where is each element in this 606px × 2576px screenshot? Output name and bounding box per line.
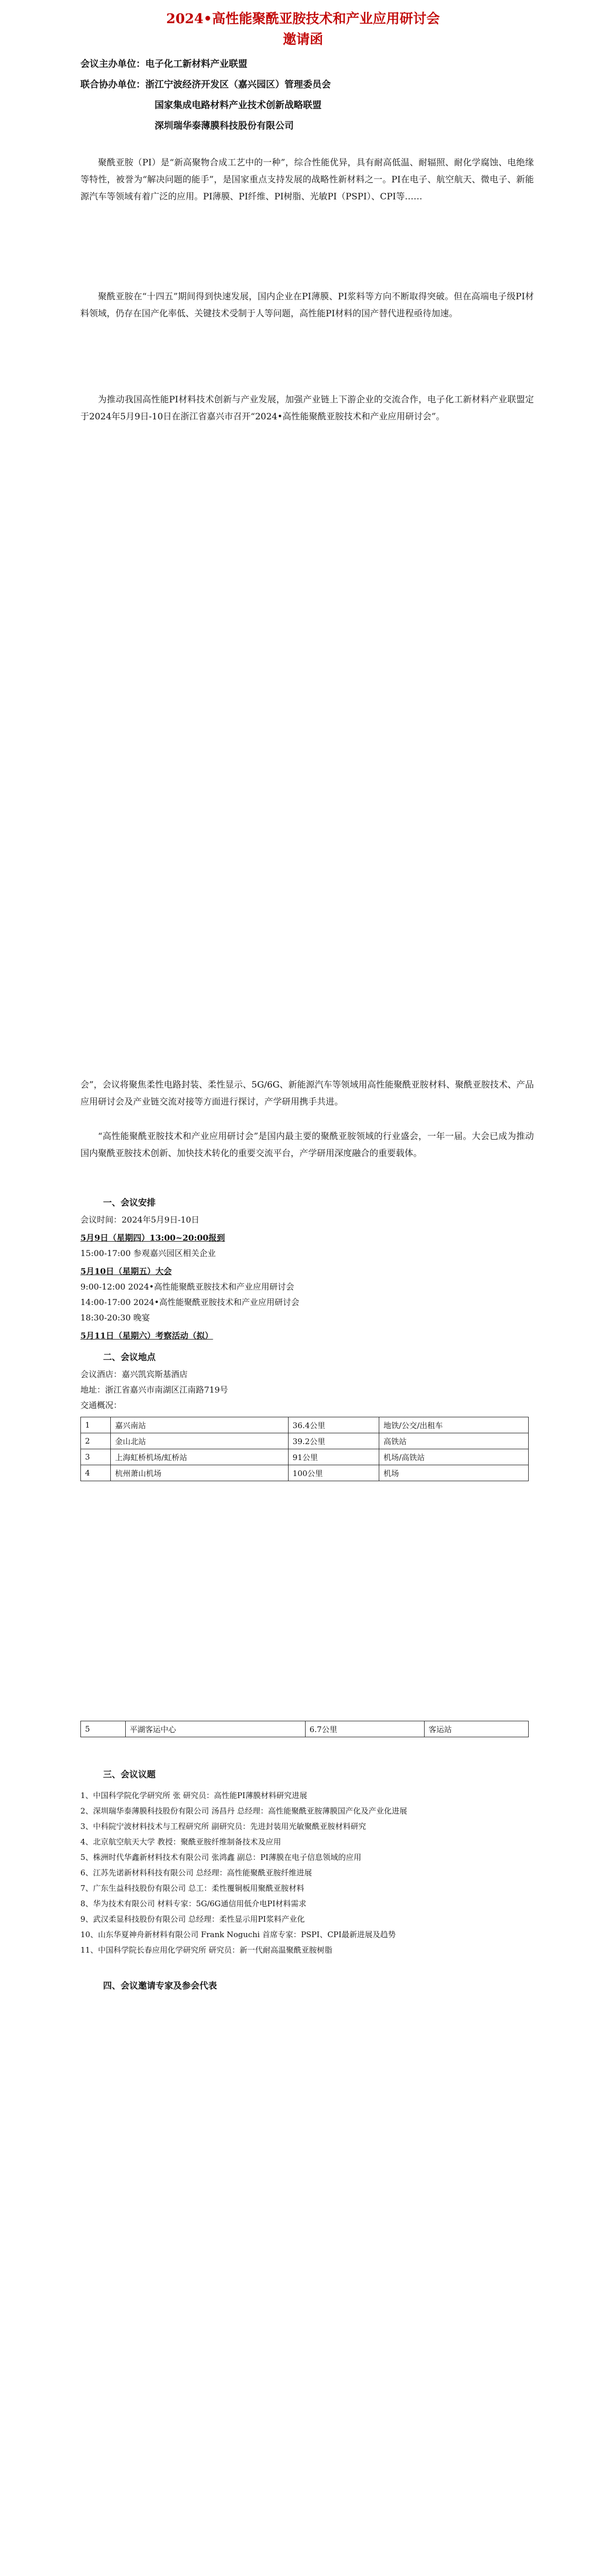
section-topics: 三、会议议题 <box>103 1770 156 1780</box>
section-experts: 四、会议邀请专家及参会代表 <box>103 1981 217 1991</box>
page-3 <box>0 1700 606 2576</box>
schedule-day-3: 5月11日（星期六）考察活动（拟） <box>80 1331 213 1341</box>
list-item: 8、华为技术有限公司 材料专家：5G/6G通信用低介电PI材料需求 <box>80 1899 307 1908</box>
traffic-no: 1 <box>81 1417 111 1433</box>
list-item: 7、广东生益科技股份有限公司 总工：柔性覆铜板用聚酰亚胺材料 <box>80 1884 305 1893</box>
p2-paragraph-1: 会”，会议将聚焦柔性电路封装、柔性显示、5G/6G、新能源汽车等领域用高性能聚酰亚胺材料、聚酰亚胺技术、产品应用研讨会及产业链交流对接等方面进行探讨，产学研用携手共进。 <box>80 1080 534 1107</box>
table-row <box>81 1417 529 1433</box>
list-item: 10、山东华夏神舟新材料有限公司 Frank Noguchi 首席专家：PSPI、CPI最新进展及趋势 <box>80 1930 396 1939</box>
organizer-name: 电子化工新材料产业联盟 <box>145 59 247 70</box>
traffic-no: 2 <box>81 1433 111 1449</box>
intro-paragraph-1: 聚酰亚胺（PI）是“新高聚物合成工艺中的一种”，综合性能优异，具有耐高低温、耐辐照、耐化学腐蚀、电绝缘等特性，被誉为“解决问题的能手”，是国家重点支持发展的战略性新材料之一。PI在电子、航空航天、微电子、新能源汽车等领域有着广泛的应用。PI薄膜、PI纤维、PI树脂、光敏PI（PSPI）、CPI等…… <box>80 158 534 202</box>
intro-paragraph-2: 聚酰亚胺在“十四五”期间得到快速发展，国内企业在PI薄膜、PI浆料等方向不断取得突破。但在高端电子级PI材料领域，仍存在国产化率低、关键技术受制于人等问题，高性能PI材料的国产替代进程亟待加速。 <box>80 292 534 319</box>
list-item: 2、深圳瑞华泰薄膜科技股份有限公司 汤昌丹 总经理：高性能聚酰亚胺薄膜国产化及产业化进展 <box>80 1806 408 1816</box>
intro-paragraph-3: 为推动我国高性能PI材料技术创新与产业发展，加强产业链上下游企业的交流合作，电子化工新材料产业联盟定于2024年5月9日-10日在浙江省嘉兴市召开“2024•高性能聚酰亚胺技术和产业应用研讨会”。 <box>80 395 534 422</box>
document-title: 2024•高性能聚酰亚胺技术和产业应用研讨会 <box>166 11 440 27</box>
venue-traffic-label: 交通概况： <box>80 1400 122 1410</box>
page-2 <box>0 1056 606 1680</box>
list-item: 1、中国科学院化学研究所 张 研究员：高性能PI薄膜材料研究进展 <box>80 1791 308 1800</box>
traffic-no: 4 <box>81 1465 111 1481</box>
traffic-place: 平湖客运中心 <box>125 1721 305 1737</box>
table-row <box>81 1465 529 1481</box>
schedule-day-2-item-3: 18:30-20:30 晚宴 <box>80 1313 150 1323</box>
organizer-cohost-2: 国家集成电路材料产业技术创新战略联盟 <box>155 100 322 111</box>
section-schedule: 一、会议安排 <box>103 1198 156 1208</box>
traffic-place: 金山北站 <box>111 1433 289 1449</box>
section-venue: 二、会议地点 <box>103 1352 156 1363</box>
traffic-no: 3 <box>81 1449 111 1465</box>
traffic-no: 5 <box>81 1721 126 1737</box>
traffic-place: 杭州萧山机场 <box>111 1465 289 1481</box>
traffic-distance: 91公里 <box>288 1449 379 1465</box>
topic-list <box>80 1788 534 1958</box>
traffic-mode: 机场 <box>379 1465 529 1481</box>
traffic-place: 上海虹桥机场/虹桥站 <box>111 1449 289 1465</box>
document-subtitle: 邀请函 <box>282 32 323 47</box>
venue-hotel: 会议酒店：嘉兴凯宾斯基酒店 <box>80 1369 188 1379</box>
organizer-host <box>80 57 247 70</box>
traffic-mode: 客运站 <box>424 1721 528 1737</box>
traffic-distance: 39.2公里 <box>288 1433 379 1449</box>
traffic-table <box>80 1417 529 1481</box>
p2-paragraph-2: “高性能聚酰亚胺技术和产业应用研讨会”是国内最主要的聚酰亚胺领域的行业盛会，一年一届。大会已成为推动国内聚酰亚胺技术创新、加快技术转化的重要交流平台，产学研用深度融合的重要载体。 <box>80 1131 534 1159</box>
traffic-mode: 机场/高铁站 <box>379 1449 529 1465</box>
schedule-day-2: 5月10日（星期五）大会 <box>80 1266 172 1276</box>
schedule-time: 会议时间：2024年5月9日-10日 <box>80 1215 199 1225</box>
venue-address: 地址：浙江省嘉兴市南湖区江南路719号 <box>80 1385 228 1395</box>
traffic-distance: 36.4公里 <box>288 1417 379 1433</box>
organizer-cohost-3: 深圳瑞华泰薄膜科技股份有限公司 <box>155 121 294 131</box>
schedule-day-2-item-2: 14:00-17:00 2024•高性能聚酰亚胺技术和产业应用研讨会 <box>80 1297 299 1307</box>
table-row <box>81 1721 529 1737</box>
schedule-day-1: 5月9日（星期四）13:00~20:00报到 <box>80 1233 225 1243</box>
table-row <box>81 1433 529 1449</box>
list-item: 4、北京航空航天大学 教授：聚酰亚胺纤维制备技术及应用 <box>80 1837 281 1846</box>
organizer-role: 会议主办单位： <box>80 59 145 70</box>
list-item: 11、中国科学院长春应用化学研究所 研究员：新一代耐高温聚酰亚胺树脂 <box>80 1945 332 1955</box>
traffic-table-continued <box>80 1721 529 1737</box>
list-item: 9、武汉柔显科技股份有限公司 总经理：柔性显示用PI浆料产业化 <box>80 1914 305 1924</box>
list-item: 6、江苏先诺新材料科技有限公司 总经理：高性能聚酰亚胺纤维进展 <box>80 1868 312 1877</box>
traffic-mode: 高铁站 <box>379 1433 529 1449</box>
traffic-distance: 100公里 <box>288 1465 379 1481</box>
traffic-distance: 6.7公里 <box>305 1721 424 1737</box>
organizer-role: 联合协办单位： <box>80 79 145 90</box>
traffic-place: 嘉兴南站 <box>111 1417 289 1433</box>
table-row <box>81 1449 529 1465</box>
traffic-mode: 地铁/公交/出租车 <box>379 1417 529 1433</box>
list-item: 5、株洲时代华鑫新材料技术有限公司 张鸿鑫 副总：PI薄膜在电子信息领域的应用 <box>80 1853 362 1862</box>
organizer-cohost <box>80 77 331 91</box>
schedule-day-1-item: 15:00-17:00 参观嘉兴园区相关企业 <box>80 1248 216 1258</box>
list-item: 3、中科院宁波材料技术与工程研究所 副研究员：先进封装用光敏聚酰亚胺材料研究 <box>80 1822 366 1831</box>
schedule-day-2-item-1: 9:00-12:00 2024•高性能聚酰亚胺技术和产业应用研讨会 <box>80 1282 294 1292</box>
page-1 <box>0 0 606 1036</box>
organizer-name: 浙江宁波经济开发区（嘉兴园区）管理委员会 <box>145 79 331 90</box>
